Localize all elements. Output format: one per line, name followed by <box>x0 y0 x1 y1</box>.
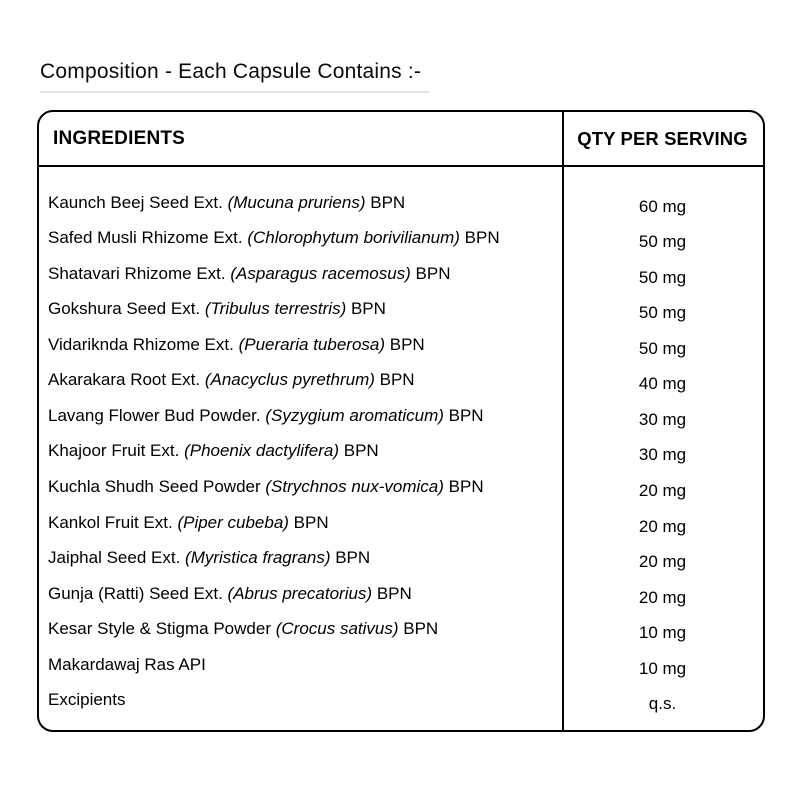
composition-table <box>37 110 765 732</box>
ingredient-name-cell <box>39 193 562 213</box>
ingredient-latin-name: (Strychnos nux-vomica) <box>265 477 444 497</box>
column-header-ingredients: INGREDIENTS <box>53 127 186 149</box>
table-row <box>39 469 763 505</box>
ingredient-common-name: Gokshura Seed Ext. <box>48 299 205 319</box>
ingredient-common-name: Lavang Flower Bud Powder. <box>48 405 266 425</box>
table-row <box>39 398 763 434</box>
ingredient-latin-name: (Tribulus terrestris) <box>204 299 347 319</box>
ingredient-standard-suffix: BPN <box>288 512 329 532</box>
ingredient-common-name: Kankol Fruit Ext. <box>48 512 178 532</box>
ingredient-name-cell <box>39 548 562 568</box>
ingredient-qty-cell: 30 mg <box>638 445 687 465</box>
ingredient-qty-cell: 20 mg <box>638 516 687 536</box>
ingredient-standard-suffix: BPN <box>385 334 425 354</box>
ingredient-standard-suffix: BPN <box>330 548 371 568</box>
ingredient-latin-name: (Anacyclus pyrethrum) <box>204 370 375 390</box>
ingredient-name-cell <box>39 584 562 604</box>
ingredient-common-name: Khajoor Fruit Ext. <box>48 441 185 461</box>
table-row <box>39 221 763 257</box>
ingredient-common-name: Gunja (Ratti) Seed Ext. <box>48 583 228 603</box>
ingredient-qty-cell: 20 mg <box>638 481 687 501</box>
ingredient-latin-name: (Asparagus racemosus) <box>230 263 411 283</box>
ingredient-name-cell <box>39 619 562 639</box>
ingredient-qty-cell: 10 mg <box>638 623 687 643</box>
ingredient-common-name: Kuchla Shudh Seed Powder <box>48 477 266 497</box>
ingredient-common-name: Excipients <box>48 690 126 710</box>
ingredient-common-name: Akarakara Root Ext. <box>48 370 205 390</box>
ingredient-name-cell <box>39 513 562 533</box>
table-row <box>39 576 763 612</box>
ingredient-qty-cell: 50 mg <box>638 232 687 252</box>
ingredient-qty-cell: 50 mg <box>638 338 687 358</box>
ingredient-qty-cell: 20 mg <box>638 552 687 572</box>
table-header-row <box>39 112 763 167</box>
ingredient-qty-cell: 20 mg <box>638 587 687 607</box>
table-row <box>39 611 763 647</box>
table-row <box>39 256 763 292</box>
column-header-qty-per-serving: QTY PER SERVING <box>577 127 748 149</box>
ingredient-common-name: Makardawaj Ras API <box>48 654 206 674</box>
ingredient-name-cell <box>39 264 562 284</box>
ingredient-latin-name: (Piper cubeba) <box>177 512 289 532</box>
ingredient-name-cell <box>39 370 562 390</box>
ingredient-name-cell <box>39 299 562 319</box>
ingredient-common-name: Kesar Style & Stigma Powder <box>48 619 276 639</box>
ingredient-latin-name: (Syzygium aromaticum) <box>265 405 444 425</box>
ingredient-name-cell <box>39 655 562 675</box>
ingredient-latin-name: (Myristica fragrans) <box>185 548 331 568</box>
ingredient-latin-name: (Crocus sativus) <box>275 619 399 639</box>
table-row <box>39 434 763 470</box>
page-title: Composition - Each Capsule Contains :- <box>40 60 429 93</box>
ingredient-qty-cell: 10 mg <box>638 658 687 678</box>
ingredient-latin-name: (Abrus precatorius) <box>227 583 373 603</box>
table-row <box>39 682 763 718</box>
ingredient-name-cell <box>39 335 562 355</box>
ingredient-latin-name: (Mucuna pruriens) <box>227 192 366 212</box>
ingredient-standard-suffix: BPN <box>459 228 500 248</box>
ingredient-name-cell <box>39 690 562 710</box>
ingredient-standard-suffix: BPN <box>374 370 415 390</box>
ingredient-common-name: Jaiphal Seed Ext. <box>48 548 186 568</box>
ingredient-standard-suffix: BPN <box>365 192 406 212</box>
table-row <box>39 292 763 328</box>
ingredient-common-name: Vidariknda Rhizome Ext. <box>48 334 239 354</box>
ingredient-name-cell <box>39 477 562 497</box>
ingredient-standard-suffix: BPN <box>339 441 379 461</box>
ingredient-standard-suffix: BPN <box>398 619 439 639</box>
table-row <box>39 363 763 399</box>
table-row <box>39 647 763 683</box>
table-row <box>39 505 763 541</box>
ingredient-common-name: Safed Musli Rhizome Ext. <box>48 228 248 248</box>
table-row <box>39 540 763 576</box>
ingredient-common-name: Shatavari Rhizome Ext. <box>48 263 231 283</box>
ingredient-qty-cell: 40 mg <box>638 374 687 394</box>
ingredient-latin-name: (Phoenix dactylifera) <box>184 441 340 461</box>
ingredient-standard-suffix: BPN <box>443 477 484 497</box>
ingredient-common-name: Kaunch Beej Seed Ext. <box>48 192 228 212</box>
ingredient-standard-suffix: BPN <box>372 583 412 603</box>
ingredient-standard-suffix: BPN <box>346 299 386 319</box>
ingredient-name-cell <box>39 441 562 461</box>
table-body <box>39 167 763 730</box>
table-row <box>39 185 763 221</box>
ingredient-standard-suffix: BPN <box>410 263 451 283</box>
ingredient-qty-cell: 50 mg <box>638 267 687 287</box>
ingredient-latin-name: (Pueraria tuberosa) <box>238 334 386 354</box>
ingredient-name-cell <box>39 228 562 248</box>
table-row <box>39 327 763 363</box>
ingredient-qty-cell: q.s. <box>648 694 677 714</box>
ingredient-qty-cell: 60 mg <box>638 196 687 216</box>
ingredient-qty-cell: 30 mg <box>638 409 687 429</box>
ingredient-qty-cell: 50 mg <box>638 303 687 323</box>
ingredient-latin-name: (Chlorophytum borivilianum) <box>247 228 460 248</box>
ingredient-standard-suffix: BPN <box>443 405 484 425</box>
ingredient-name-cell <box>39 406 562 426</box>
